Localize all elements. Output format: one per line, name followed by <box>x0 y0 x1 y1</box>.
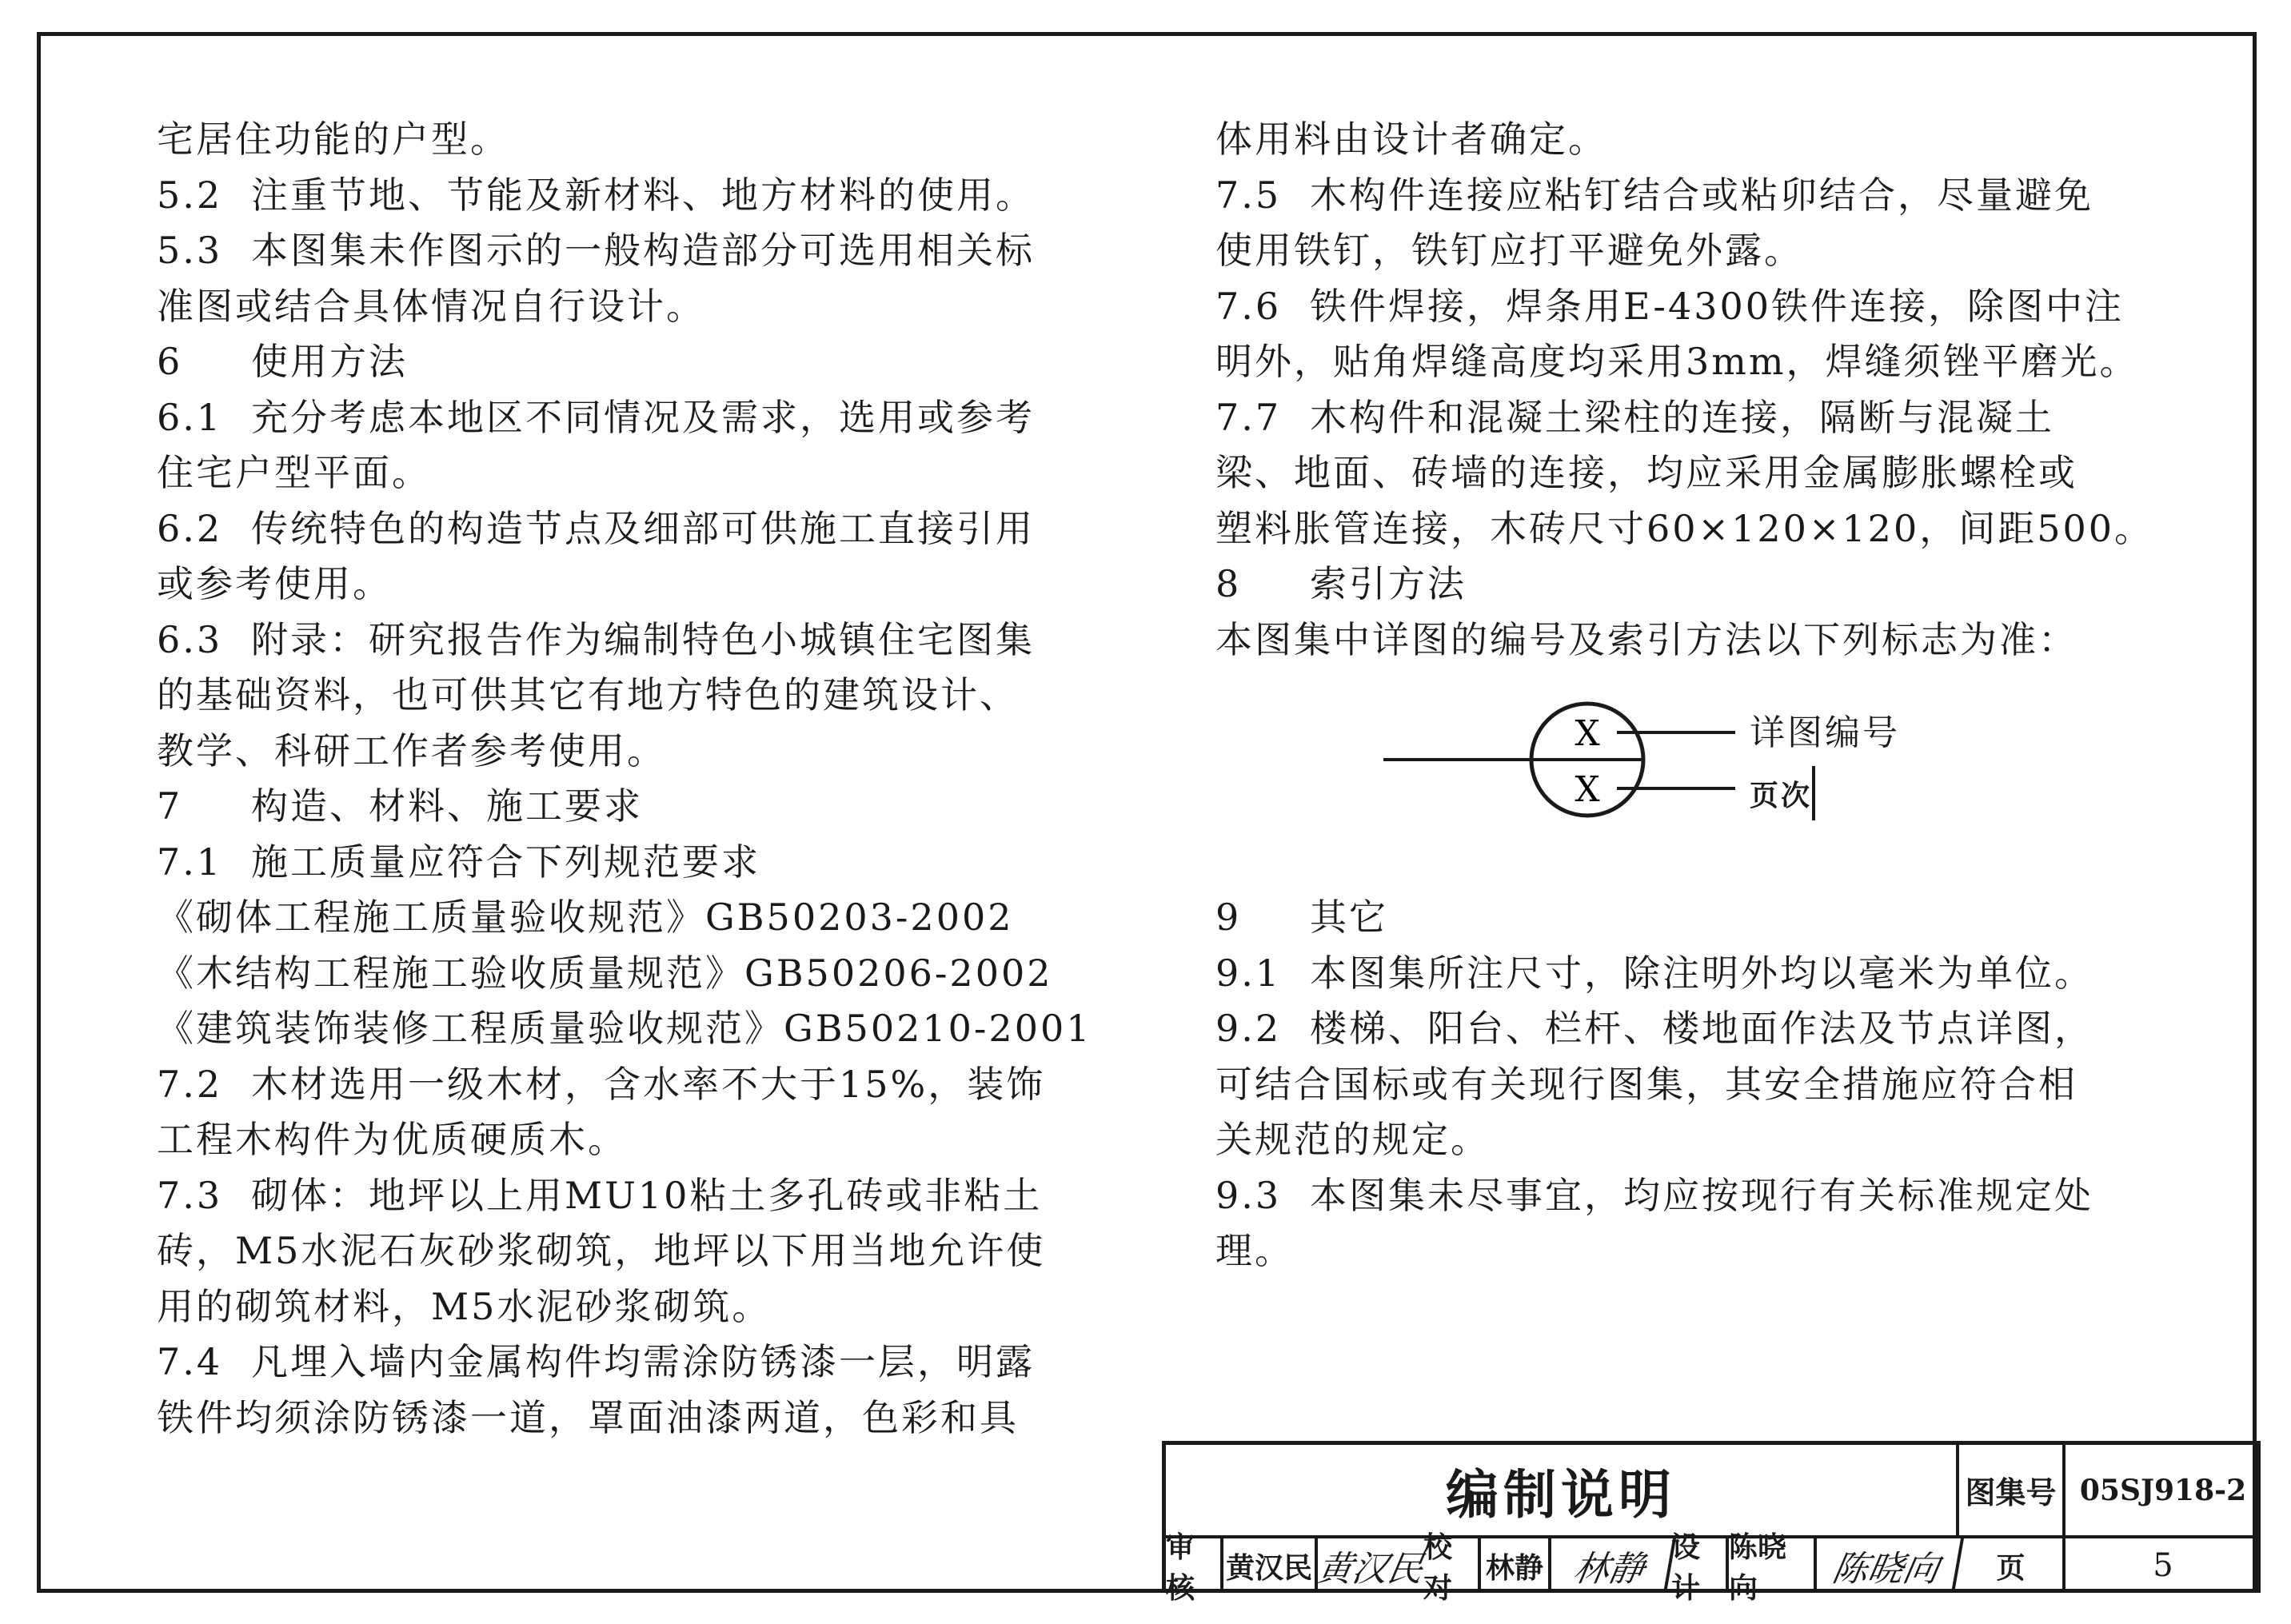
text-line <box>157 279 1092 335</box>
page-number-value: 5 <box>2153 1547 2173 1584</box>
text-line <box>157 1335 1092 1391</box>
text-line <box>157 1168 1092 1224</box>
clause-text: 索引方法 <box>1310 562 1467 605</box>
clause-text: 铁件焊接，焊条用E-4300铁件连接，除图中注 <box>1310 284 2125 328</box>
text-line <box>157 1391 1092 1446</box>
clause-number: 9.3 <box>1215 1173 1282 1217</box>
clause-text: 《木结构工程施工验收质量规范》GB50206-2002 <box>157 951 1053 995</box>
text-line <box>157 501 1092 557</box>
text-line <box>1215 1168 2151 1224</box>
reviewer-name: 黄汉民 <box>1223 1538 1318 1593</box>
text-line <box>157 334 1092 390</box>
clause-number: 6.1 <box>157 395 223 439</box>
clause-text: 铁件均须涂防锈漆一道，罩面油漆两道，色彩和具 <box>157 1395 1019 1439</box>
page-number-label: 页次 <box>1750 766 1815 820</box>
text-line <box>157 168 1092 224</box>
text-line <box>157 112 1092 168</box>
clause-number: 6.3 <box>157 617 223 661</box>
clause-text: 使用方法 <box>251 340 408 383</box>
clause-number: 7.1 <box>157 840 223 884</box>
text-line <box>157 1001 1092 1057</box>
left-text-column <box>157 112 1092 1446</box>
text-line <box>1215 445 2151 501</box>
text-line <box>1215 168 2151 224</box>
clause-text: 宅居住功能的户型。 <box>157 118 509 161</box>
text-line <box>1215 1057 2151 1113</box>
clause-text: 关规范的规定。 <box>1215 1118 1490 1161</box>
index-top-mark: X <box>1575 713 1600 754</box>
reviewer-signature: 黄汉民 <box>1313 1549 1427 1590</box>
text-line <box>157 612 1092 668</box>
clause-number: 7.5 <box>1215 173 1282 217</box>
clause-text: 木构件连接应粘钉结合或粘卯结合，尽量避免 <box>1310 173 2093 217</box>
clause-text: 楼梯、阳台、栏杆、楼地面作法及节点详图， <box>1310 1007 2093 1050</box>
text-line <box>157 1279 1092 1335</box>
page-label: 页 <box>1959 1538 2065 1593</box>
clause-number: 6 <box>157 340 183 383</box>
clause-text: 附录：研究报告作为编制特色小城镇住宅图集 <box>251 617 1035 661</box>
clause-number: 7.6 <box>1215 284 1282 328</box>
text-line <box>157 668 1092 724</box>
clause-text: 或参考使用。 <box>157 562 392 605</box>
text-line <box>1215 112 2151 168</box>
clause-text: 使用铁钉，铁钉应打平避免外露。 <box>1215 229 1803 272</box>
text-line <box>157 1112 1092 1168</box>
clause-number: 5.2 <box>157 173 223 217</box>
clause-text: 体用料由设计者确定。 <box>1215 118 1607 161</box>
clause-text: 理。 <box>1215 1229 1294 1272</box>
clause-text: 本图集未尽事宜，均应按现行有关标准规定处 <box>1310 1173 2093 1217</box>
clause-number: 9.2 <box>1215 1007 1282 1050</box>
text-line <box>1215 557 2151 612</box>
designer-name: 陈晓向 <box>1729 1538 1817 1593</box>
clause-text: 准图或结合具体情况自行设计。 <box>157 284 705 328</box>
clause-number: 6.2 <box>157 506 223 550</box>
clause-text: 明外，贴角焊缝高度均采用3mm，焊缝须锉平磨光。 <box>1215 340 2139 383</box>
text-line <box>1215 946 2151 1002</box>
drawing-title: 编制说明 <box>1166 1445 1959 1538</box>
text-line <box>157 390 1092 446</box>
clause-text: 教学、科研工作者参考使用。 <box>157 728 666 772</box>
text-line <box>1215 501 2154 557</box>
atlas-number-label: 图集号 <box>1959 1445 2065 1538</box>
text-line <box>1215 612 2151 668</box>
text-line <box>1215 334 2151 390</box>
text-line <box>157 946 1092 1002</box>
clause-text: 本图集所注尺寸，除注明外均以毫米为单位。 <box>1310 951 2093 995</box>
text-line <box>1215 1223 2151 1279</box>
clause-text: 砖，M5水泥石灰砂浆砌筑，地坪以下用当地允许使 <box>157 1229 1046 1272</box>
clause-text: 充分考虑本地区不同情况及需求，选用或参考 <box>251 395 1035 439</box>
clause-text: 《建筑装饰装修工程质量验收规范》GB50210-2001 <box>157 1007 1092 1050</box>
clause-text: 的基础资料，也可供其它有地方特色的建筑设计、 <box>157 673 1019 716</box>
clause-text: 本图集未作图示的一般构造部分可选用相关标 <box>251 229 1035 272</box>
text-line <box>157 1057 1092 1113</box>
clause-text: 工程木构件为优质硬质木。 <box>157 1118 627 1161</box>
clause-number: 9.1 <box>1215 951 1282 995</box>
clause-text: 用的砌筑材料，M5水泥砂浆砌筑。 <box>157 1284 772 1328</box>
text-line <box>1215 1001 2151 1057</box>
text-line <box>157 445 1092 501</box>
clause-number: 7.4 <box>157 1340 223 1383</box>
index-bottom-mark: X <box>1575 769 1600 810</box>
signature-row <box>1166 1531 2261 1605</box>
clause-text: 梁、地面、砖墙的连接，均应采用金属膨胀螺栓或 <box>1215 451 2077 494</box>
clause-text: 木材选用一级木材，含水率不大于15%，装饰 <box>251 1062 1046 1106</box>
checker-name: 林静 <box>1481 1538 1551 1593</box>
clause-number: 7 <box>157 784 183 828</box>
text-line <box>157 557 1092 612</box>
atlas-number-value: 05SJ918-2 <box>2065 1445 2261 1538</box>
clause-text: 构造、材料、施工要求 <box>251 784 643 828</box>
clause-number: 7.2 <box>157 1062 223 1106</box>
text-line <box>1215 1112 2151 1168</box>
clause-number: 7.3 <box>157 1173 223 1217</box>
text-line <box>1215 890 2151 946</box>
detail-number-label: 详图编号 <box>1750 712 1900 753</box>
text-line <box>157 890 1092 946</box>
clause-number: 8 <box>1215 562 1242 605</box>
clause-text: 注重节地、节能及新材料、地方材料的使用。 <box>251 173 1035 217</box>
clause-text: 砌体：地坪以上用MU10粘土多孔砖或非粘土 <box>251 1173 1043 1217</box>
clause-text: 凡埋入墙内金属构件均需涂防锈漆一层，明露 <box>251 1340 1035 1383</box>
clause-text: 施工质量应符合下列规范要求 <box>251 840 760 884</box>
clause-number: 5.3 <box>157 229 223 272</box>
clause-text: 其它 <box>1310 896 1388 939</box>
text-line <box>1215 390 2151 446</box>
clause-text: 塑料胀管连接，木砖尺寸60×120×120，间距500。 <box>1215 506 2154 550</box>
text-line <box>157 1223 1092 1279</box>
clause-text: 传统特色的构造节点及细部可供施工直接引用 <box>251 506 1035 550</box>
text-line <box>157 724 1092 780</box>
text-line <box>1215 279 2151 335</box>
clause-text: 《砌体工程施工质量验收规范》GB50203-2002 <box>157 896 1014 939</box>
clause-number: 7.7 <box>1215 395 1282 439</box>
title-block <box>1162 1441 2261 1605</box>
checker-signature: 林静 <box>1547 1538 1676 1593</box>
clause-text: 可结合国标或有关现行图集，其安全措施应符合相 <box>1215 1062 2077 1106</box>
check-label: 校对 <box>1423 1538 1481 1593</box>
clause-number: 9 <box>1215 896 1242 939</box>
text-line <box>157 835 1092 891</box>
text-line <box>1215 223 2151 279</box>
design-label: 设计 <box>1671 1538 1729 1593</box>
clause-text: 本图集中详图的编号及索引方法以下列标志为准： <box>1215 617 2077 661</box>
clause-text: 住宅户型平面。 <box>157 451 431 494</box>
text-line <box>157 223 1092 279</box>
text-line <box>157 779 1092 835</box>
clause-text: 木构件和混凝土梁柱的连接，隔断与混凝土 <box>1310 395 2054 439</box>
review-label: 审核 <box>1166 1538 1223 1593</box>
designer-signature: 陈晓向 <box>1812 1538 1964 1593</box>
